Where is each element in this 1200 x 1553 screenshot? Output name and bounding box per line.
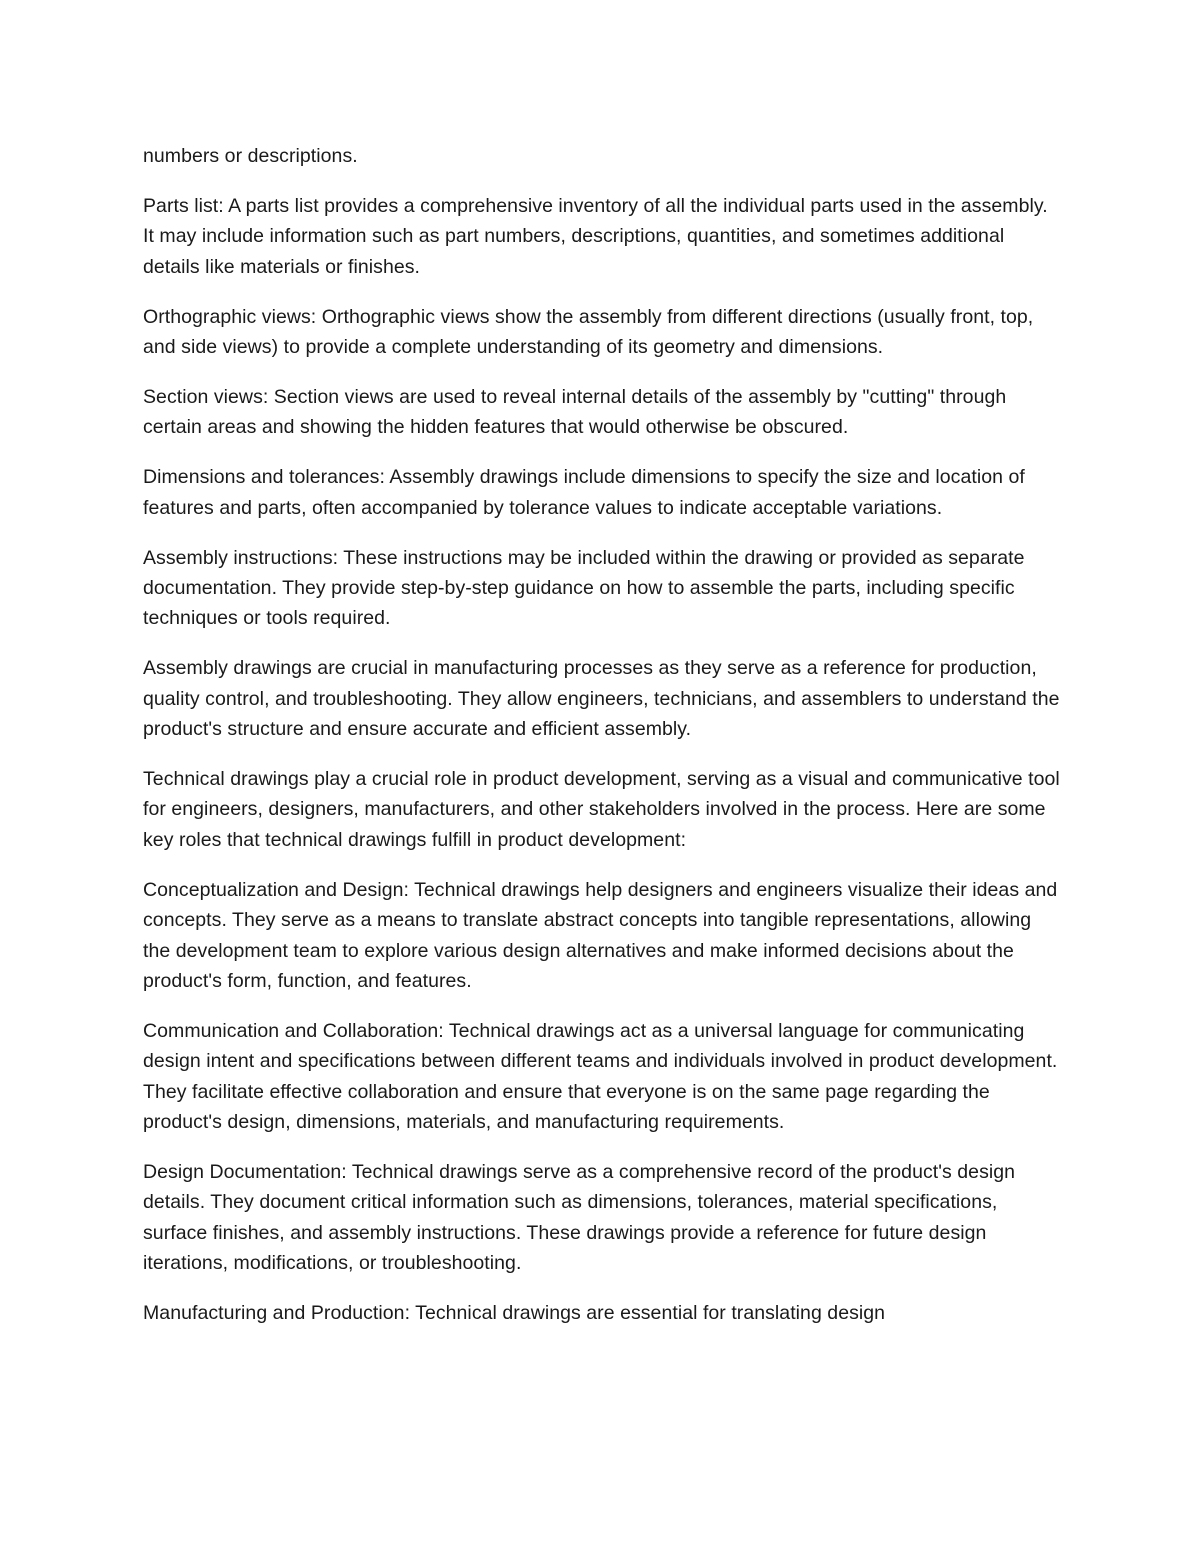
paragraph-section-views: Section views: Section views are used to reveal internal details of the assembly by "cutting" through certain areas and showing the hidden features that would otherwise be obscured. [143, 385, 1007, 439]
paragraph-assembly-drawings-importance: Assembly drawings are crucial in manufacturing processes as they serve as a reference for production, quality control, and troubleshooting. They allow engineers, technicians, and assemblers to understand the product's structure and ensure accurate and efficient assembly. [143, 657, 1060, 741]
paragraph-dimensions-tolerances: Dimensions and tolerances: Assembly drawings include dimensions to specify the size and location of features and parts, often accompanied by tolerance values to indicate acceptable variations. [143, 466, 1025, 519]
paragraph-parts-list: Parts list: A parts list provides a comprehensive inventory of all the individual parts used in the assembly. It may include information such as part numbers, descriptions, quantities, and sometimes additional details like materials or finishes. [143, 194, 1048, 278]
paragraph-communication-collaboration: Communication and Collaboration: Technical drawings act as a universal language for communicating design intent and specifications between different teams and individuals involved in product development. They facilitate effective collaboration and ensure that everyone is on the same page regarding the product's design, dimensions, materials, and manufacturing requirements. [143, 1019, 1058, 1134]
document-body [143, 141, 1063, 1348]
paragraph-assembly-instructions: Assembly instructions: These instructions may be included within the drawing or provided as separate documentation. They provide step-by-step guidance on how to assemble the parts, including specific techniques or tools required. [143, 546, 1025, 630]
paragraph-orthographic-views: Orthographic views: Orthographic views show the assembly from different directions (usually front, top, and side views) to provide a complete understanding of its geometry and dimensions. [143, 305, 1034, 359]
paragraph-continuation: numbers or descriptions. [143, 145, 358, 167]
paragraph-design-documentation: Design Documentation: Technical drawings serve as a comprehensive record of the product's design details. They document critical information such as dimensions, tolerances, material specifications, surface finishes, and assembly instructions. These drawings provide a reference for future design iterations, modifications, or troubleshooting. [143, 1160, 1016, 1275]
paragraph-technical-drawings-role: Technical drawings play a crucial role in product development, serving as a visual and communicative tool for engineers, designers, manufacturers, and other stakeholders involved in the process. Here are some key roles that technical drawings fulfill in product development: [143, 768, 1060, 851]
paragraph-conceptualization-design: Conceptualization and Design: Technical drawings help designers and engineers visualize their ideas and concepts. They serve as a means to translate abstract concepts into tangible representations, allowing the development team to explore various design alternatives and make informed decisions about the product's form, function, and features. [143, 878, 1058, 992]
paragraph-manufacturing-production: Manufacturing and Production: Technical drawings are essential for translating design [143, 1302, 886, 1325]
